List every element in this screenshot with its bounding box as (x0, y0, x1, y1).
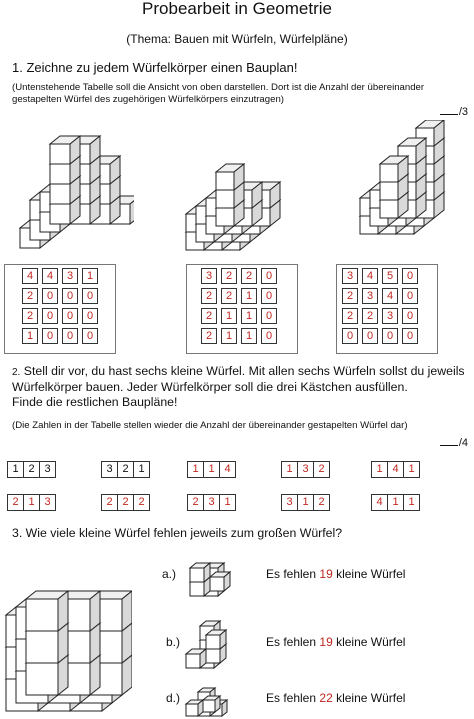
plan-cell: 2 (342, 308, 358, 324)
task2-score-label: /4 (458, 437, 468, 449)
answer-suffix: kleine Würfel (336, 567, 406, 581)
plan-cell: 2 (342, 288, 358, 304)
plan-cell: 1 (22, 328, 38, 344)
plan-row (22, 328, 98, 344)
answer-plan (7, 494, 55, 511)
task1-score-label: /3 (458, 106, 468, 118)
plan-box: 3 (101, 461, 118, 478)
task2-note: (Die Zahlen in der Tabelle stellen wieder die Anzahl der übereinander gestapelten Würfel dar) (12, 420, 408, 431)
plan-box: 1 (297, 494, 314, 511)
plan-cell: 0 (62, 308, 78, 324)
plan-cell: 0 (261, 328, 277, 344)
given-plan (7, 461, 55, 478)
plan-cell: 0 (82, 288, 98, 304)
task1-figure-3 (340, 120, 460, 250)
plan-box: 1 (187, 461, 204, 478)
plan-cell: 0 (62, 288, 78, 304)
task3-answer-d (266, 691, 405, 705)
page-title: Probearbeit in Geometrie (142, 0, 332, 18)
small-cube (186, 700, 203, 716)
small-cube (190, 563, 210, 582)
plan-row (22, 268, 98, 284)
plan-box: 1 (371, 461, 388, 478)
plan-cell: 3 (342, 268, 358, 284)
plan-row (201, 288, 277, 304)
task1-note (12, 82, 472, 106)
plan-cell: 4 (42, 268, 58, 284)
plan-cell: 4 (22, 268, 38, 284)
plan-cell: 0 (402, 328, 418, 344)
task2-line3: Finde die restlichen Baupläne! (12, 395, 178, 409)
plan-box: 1 (281, 461, 298, 478)
plan-cell: 3 (201, 268, 217, 284)
task3-figure-a (184, 544, 244, 600)
plan-box: 3 (39, 461, 56, 478)
task1-note-line2: gestapelten Würfel des zugehörigen Würfelkörpers einzutragen) (12, 94, 284, 105)
plan-box: 3 (39, 494, 56, 511)
plan-row (201, 268, 277, 284)
plan-box: 1 (403, 461, 420, 478)
task2-line1: Stell dir vor, du hast sechs kleine Würfel. Mit allen sechs Würfeln sollst du jeweils (23, 364, 465, 378)
plan-box: 1 (133, 461, 150, 478)
plan-cell: 1 (82, 268, 98, 284)
small-cube (50, 136, 80, 164)
plan-row (342, 308, 418, 324)
plan-box: 2 (133, 494, 150, 511)
plan-row (342, 328, 418, 344)
task3-label-b: b.) (166, 635, 181, 649)
plan-row (342, 268, 418, 284)
plan-cell: 4 (382, 288, 398, 304)
task3-figure-b (180, 608, 240, 670)
answer-plan (187, 494, 235, 511)
task1-figure-1 (14, 130, 134, 250)
plan-cell: 1 (221, 308, 237, 324)
plan-cell: 1 (241, 328, 257, 344)
task3-label-a: a.) (162, 567, 177, 581)
plan-cell: 0 (402, 308, 418, 324)
plan-cell: 2 (221, 288, 237, 304)
plan-row (342, 288, 418, 304)
answer-number: 19 (319, 635, 333, 649)
plan-cell: 3 (362, 288, 378, 304)
plan-cell: 1 (241, 308, 257, 324)
plan-box: 4 (219, 461, 236, 478)
plan-table-1 (18, 264, 102, 348)
plan-box: 3 (281, 494, 298, 511)
task1-note-line1: (Untenstehende Tabelle soll die Ansicht von oben darstellen. Dort ist die Anzahl der übereinander (12, 82, 425, 93)
task3-label-d: d.) (166, 691, 181, 705)
task1-heading: 1. Zeichne zu jedem Würfelkörper einen Bauplan! (12, 60, 298, 75)
answer-prefix: Es fehlen (266, 691, 317, 705)
plan-box: 1 (219, 494, 236, 511)
answer-suffix: kleine Würfel (336, 691, 406, 705)
plan-cell: 2 (221, 268, 237, 284)
plan-cell: 3 (62, 268, 78, 284)
task3-heading: 3. Wie viele kleine Würfel fehlen jeweils zum großen Würfel? (12, 526, 343, 540)
plan-cell: 0 (62, 328, 78, 344)
task3-answer-b (266, 635, 405, 649)
plan-box: 4 (371, 494, 388, 511)
plan-row (201, 328, 277, 344)
plan-row (201, 308, 277, 324)
answer-plan (187, 461, 235, 478)
plan-cell: 0 (402, 288, 418, 304)
plan-cell: 0 (382, 328, 398, 344)
plan-box: 1 (7, 461, 24, 478)
task2-number: 2. (12, 367, 21, 378)
plan-table-3 (338, 264, 422, 348)
plan-cell: 0 (42, 328, 58, 344)
small-cube (203, 696, 220, 712)
plan-box: 2 (313, 461, 330, 478)
answer-number: 19 (319, 567, 333, 581)
answer-prefix: Es fehlen (266, 567, 317, 581)
answer-prefix: Es fehlen (266, 635, 317, 649)
plan-box: 2 (313, 494, 330, 511)
plan-cell: 1 (241, 288, 257, 304)
plan-box: 1 (403, 494, 420, 511)
plan-cell: 0 (261, 308, 277, 324)
answer-plan (371, 494, 419, 511)
plan-cell: 0 (42, 308, 58, 324)
task3-answer-a (266, 567, 405, 581)
plan-cell: 2 (241, 268, 257, 284)
plan-cell: 2 (362, 308, 378, 324)
small-cube (206, 630, 226, 649)
page-subtitle: (Thema: Bauen mit Würfeln, Würfelpläne) (126, 32, 348, 46)
plan-cell: 2 (201, 308, 217, 324)
plan-box: 2 (187, 494, 204, 511)
plan-box: 2 (101, 494, 118, 511)
small-cube (210, 572, 230, 591)
plan-cell: 0 (342, 328, 358, 344)
plan-cell: 3 (382, 308, 398, 324)
answer-plan (281, 461, 329, 478)
plan-cell: 1 (221, 328, 237, 344)
given-plan (101, 461, 149, 478)
big-cube-figure (2, 555, 132, 715)
plan-box: 2 (117, 461, 134, 478)
task2-text (12, 364, 472, 410)
plan-cell: 0 (261, 268, 277, 284)
plan-box: 1 (203, 461, 220, 478)
plan-cell: 0 (82, 308, 98, 324)
task2-score (440, 437, 468, 449)
plan-box: 1 (387, 494, 404, 511)
task3-figure-d (182, 682, 242, 718)
plan-box: 1 (23, 494, 40, 511)
plan-table-2 (197, 264, 281, 348)
plan-cell: 0 (82, 328, 98, 344)
plan-box: 2 (117, 494, 134, 511)
plan-box: 3 (297, 461, 314, 478)
plan-cell: 4 (362, 268, 378, 284)
plan-cell: 0 (362, 328, 378, 344)
plan-cell: 2 (201, 328, 217, 344)
answer-plan (371, 461, 419, 478)
answer-plan (101, 494, 149, 511)
plan-cell: 2 (201, 288, 217, 304)
small-cube (26, 591, 68, 631)
plan-box: 3 (203, 494, 220, 511)
plan-cell: 5 (382, 268, 398, 284)
plan-cell: 2 (22, 288, 38, 304)
task1-figure-2 (172, 150, 292, 260)
plan-cell: 0 (261, 288, 277, 304)
plan-row (22, 308, 98, 324)
small-cube (186, 649, 206, 668)
plan-box: 2 (7, 494, 24, 511)
answer-plan (281, 494, 329, 511)
plan-cell: 0 (402, 268, 418, 284)
answer-suffix: kleine Würfel (336, 635, 406, 649)
plan-cell: 0 (42, 288, 58, 304)
plan-box: 4 (387, 461, 404, 478)
answer-number: 22 (319, 691, 333, 705)
plan-cell: 2 (22, 308, 38, 324)
plan-row (22, 288, 98, 304)
task1-score (440, 106, 468, 118)
task2-line2: Würfelkörper bauen. Jeder Würfelkörper soll die drei Kästchen ausfüllen. (12, 380, 408, 394)
plan-box: 2 (23, 461, 40, 478)
